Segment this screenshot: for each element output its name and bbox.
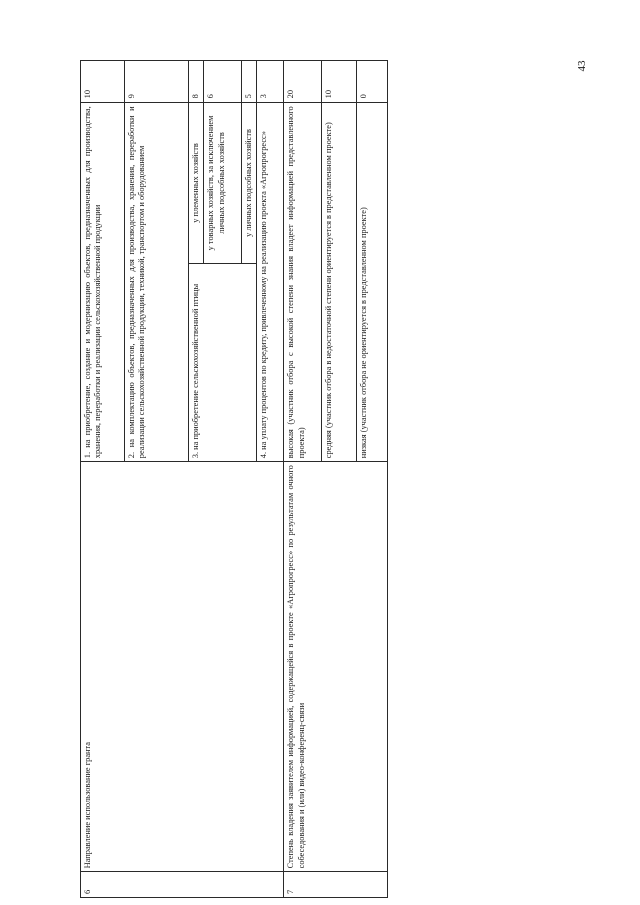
row7-item1-points: 20 [284, 61, 321, 103]
row7-item2-text: средняя (участник отбора в недостаточной степени ориентируется в представленном проекте) [321, 103, 356, 462]
criteria-table [80, 60, 388, 898]
criteria-table-rotated [80, 60, 388, 898]
row6-item4-text: 4. на уплату процентов по кредиту, привлеченному на реализацию проекта «Агропрогресс» [257, 103, 284, 462]
row6-item1-points: 10 [81, 61, 125, 103]
row7-number: 7 [284, 872, 388, 898]
row6-item3-sub3-text: у личных подсобных хозяйств [241, 103, 257, 263]
row7-item2-points: 10 [321, 61, 356, 103]
row7-criterion: Степень владения заявителем информацией, содержащейся в проекте «Агропрогресс» по результатам очного собеседования и (или) видео-конференц-связи [284, 462, 388, 872]
row6-item3-sub1-text: у племенных хозяйств [188, 103, 204, 263]
row6-criterion: Направление использование гранта [81, 462, 284, 872]
row6-item3-sub1-points: 8 [188, 61, 204, 103]
row6-item3-sub3-points: 5 [241, 61, 257, 103]
row7-item3-text: низкая (участник отбора не ориентируется в представленном проекте) [356, 103, 387, 462]
row6-item3-sub2-points: 6 [204, 61, 241, 103]
row7-item1-text: высокая (участник отбора с высокой степени знания владеет информацией представленного проекта) [284, 103, 321, 462]
row6-item2-text: 2. на комплектацию объектов, предназначенных для производства, хранения, переработки и реализации сельскохозяйственной продукции, техникой, транспортом и оборудованием [124, 103, 188, 462]
page-number: 43 [576, 60, 588, 72]
row6-item3-sub2-text: у товарных хозяйств, за исключением личных подсобных хозяйств [204, 103, 241, 263]
row6-item4-points: 3 [257, 61, 284, 103]
table-row-7 [284, 61, 321, 898]
row7-item3-points: 0 [356, 61, 387, 103]
row6-item3-text: 3. на приобретение сельскохозяйственной птицы [188, 263, 257, 462]
row6-item2-points: 9 [124, 61, 188, 103]
row6-item1-text: 1. на приобретение, создание и модернизацию объектов, предназначенных для производства, хранения, переработки и реализации сельскохозяйственной продукции [81, 103, 125, 462]
table-row-6 [81, 61, 125, 898]
row6-number: 6 [81, 872, 284, 898]
